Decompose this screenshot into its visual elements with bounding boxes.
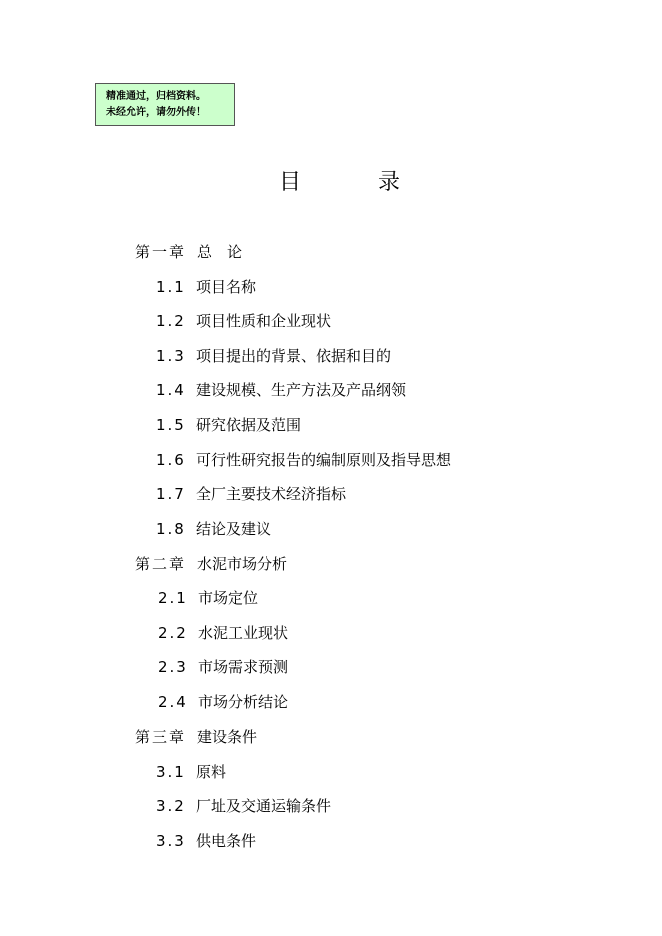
toc-section-1-5[interactable] — [156, 414, 301, 436]
notice-stamp — [95, 83, 235, 126]
notice-line-2: 未经允许，请勿外传！ — [106, 107, 206, 118]
toc-number: 3.3 — [156, 832, 186, 850]
toc-label: 总 论 — [197, 243, 243, 261]
toc-number: 第一章 — [135, 243, 187, 261]
toc-label: 水泥工业现状 — [198, 624, 289, 642]
toc-section-1-1[interactable] — [156, 276, 256, 298]
toc-section-2-1[interactable] — [158, 587, 258, 609]
toc-section-2-3[interactable] — [158, 656, 288, 678]
toc-label: 项目性质和企业现状 — [196, 312, 332, 330]
toc-number: 第二章 — [135, 555, 187, 573]
toc-number: 2.4 — [158, 693, 188, 711]
toc-number: 1.1 — [156, 278, 186, 296]
toc-number: 1.2 — [156, 312, 186, 330]
toc-number: 2.3 — [158, 658, 188, 676]
toc-label: 建设规模、生产方法及产品纲领 — [196, 381, 407, 399]
toc-chapter-2[interactable] — [135, 553, 287, 575]
toc-section-3-1[interactable] — [156, 761, 226, 783]
toc-label: 市场需求预测 — [198, 658, 289, 676]
toc-label: 项目名称 — [196, 278, 257, 296]
toc-section-1-2[interactable] — [156, 310, 331, 332]
toc-number: 1.4 — [156, 381, 186, 399]
toc-label: 市场定位 — [198, 589, 259, 607]
toc-label: 原料 — [196, 763, 227, 781]
toc-number: 2.1 — [158, 589, 188, 607]
toc-section-1-6[interactable] — [156, 449, 451, 471]
toc-title-char-2: 录 — [378, 170, 401, 195]
toc-section-2-4[interactable] — [158, 691, 288, 713]
toc-chapter-3[interactable] — [135, 726, 257, 748]
toc-section-3-3[interactable] — [156, 830, 256, 852]
toc-number: 1.3 — [156, 347, 186, 365]
toc-label: 水泥市场分析 — [197, 555, 288, 573]
toc-section-1-4[interactable] — [156, 379, 406, 401]
toc-number: 3.1 — [156, 763, 186, 781]
toc-label: 全厂主要技术经济指标 — [196, 485, 347, 503]
toc-number: 1.6 — [156, 451, 186, 469]
toc-section-1-7[interactable] — [156, 483, 346, 505]
toc-section-3-2[interactable] — [156, 795, 331, 817]
toc-label: 结论及建议 — [196, 520, 272, 538]
toc-label: 建设条件 — [197, 728, 258, 746]
toc-number: 1.8 — [156, 520, 186, 538]
toc-number: 1.7 — [156, 485, 186, 503]
toc-number: 1.5 — [156, 416, 186, 434]
toc-label: 项目提出的背景、依据和目的 — [196, 347, 392, 365]
toc-chapter-1[interactable] — [135, 241, 242, 263]
toc-label: 供电条件 — [196, 832, 257, 850]
toc-label: 市场分析结论 — [198, 693, 289, 711]
toc-title-char-1: 目 — [279, 170, 302, 195]
toc-label: 研究依据及范围 — [196, 416, 302, 434]
toc-section-1-3[interactable] — [156, 345, 391, 367]
toc-label: 厂址及交通运输条件 — [196, 797, 332, 815]
toc-number: 3.2 — [156, 797, 186, 815]
toc-number: 第三章 — [135, 728, 187, 746]
toc-label: 可行性研究报告的编制原则及指导思想 — [196, 451, 452, 469]
notice-line-1: 精准通过，归档资料。 — [106, 91, 206, 102]
toc-section-1-8[interactable] — [156, 518, 271, 540]
toc-section-2-2[interactable] — [158, 622, 288, 644]
toc-number: 2.2 — [158, 624, 188, 642]
